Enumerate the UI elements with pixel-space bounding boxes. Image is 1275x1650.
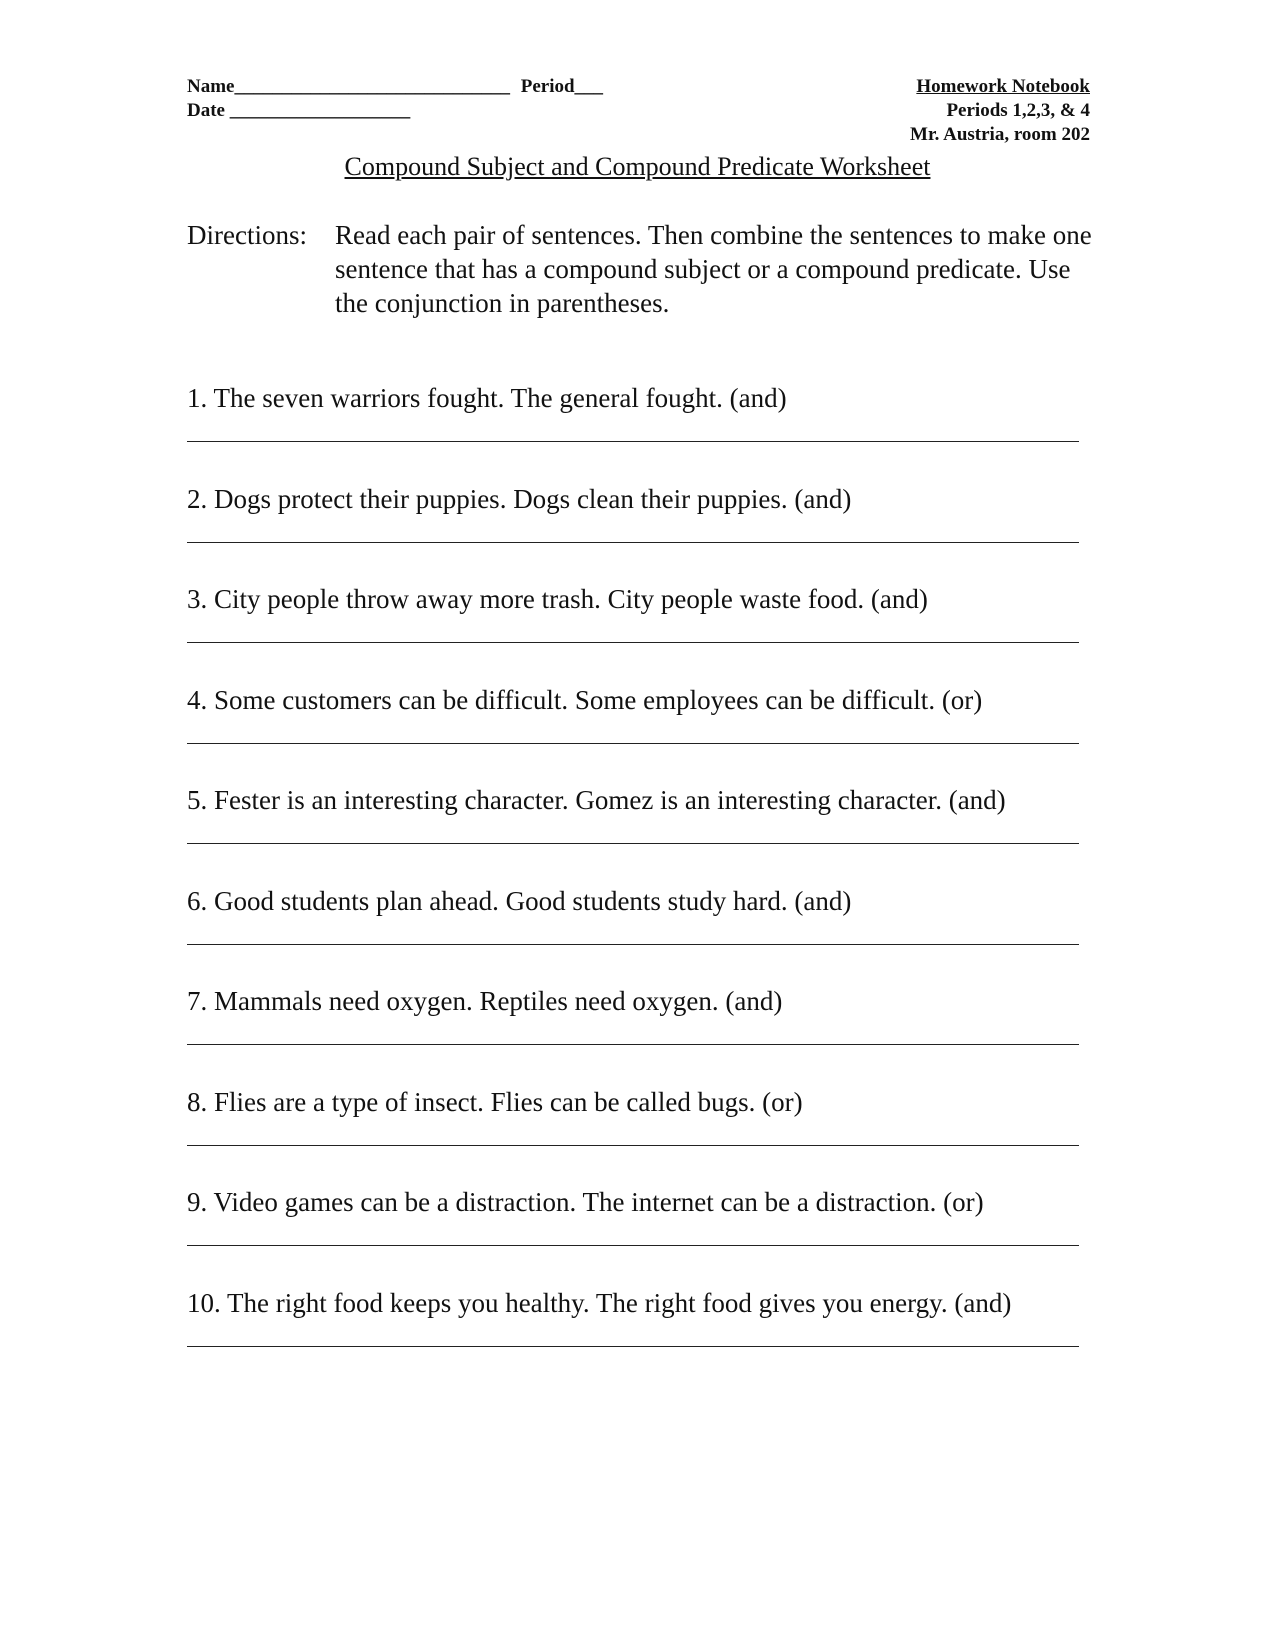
class-periods: Periods 1,2,3, & 4	[946, 100, 1090, 121]
answer-line[interactable]	[187, 1044, 1079, 1045]
question-item	[187, 484, 1087, 585]
question-text: 5. Fester is an interesting character. Gomez is an interesting character. (and)	[187, 785, 1006, 815]
question-item	[187, 986, 1087, 1087]
question-text: 2. Dogs protect their puppies. Dogs clean their puppies. (and)	[187, 483, 852, 514]
question-item	[187, 886, 1087, 987]
directions	[187, 218, 1097, 320]
question-item	[187, 383, 1087, 484]
notebook-title: Homework Notebook	[916, 76, 1090, 97]
question-text: 4. Some customers can be difficult. Some employees can be difficult. (or)	[187, 684, 983, 715]
question-text: 3. City people throw away more trash. City people waste food. (and)	[187, 584, 928, 614]
answer-line[interactable]	[187, 642, 1079, 643]
answer-line[interactable]	[187, 441, 1079, 442]
name-field-label[interactable]: Name_____________________________	[187, 76, 510, 97]
directions-label: Directions:	[187, 220, 307, 250]
answer-line[interactable]	[187, 542, 1079, 543]
question-item	[187, 785, 1087, 886]
question-item	[187, 584, 1087, 685]
student-info	[187, 75, 603, 123]
worksheet-title: Compound Subject and Compound Predicate Worksheet	[344, 152, 931, 181]
question-text: 7. Mammals need oxygen. Reptiles need oxygen. (and)	[187, 986, 783, 1016]
directions-text: Read each pair of sentences. Then combine the sentences to make one sentence that has a compound subject or a compound predicate. Use the conjunction in parentheses.	[335, 220, 1092, 318]
answer-line[interactable]	[187, 944, 1079, 945]
question-text: 6. Good students plan ahead. Good students study hard. (and)	[187, 885, 852, 916]
question-text: 10. The right food keeps you healthy. The right food gives you energy. (and)	[187, 1287, 1012, 1318]
period-field-label[interactable]: Period___	[520, 76, 604, 97]
worksheet-title-wrap	[0, 152, 1275, 182]
answer-line[interactable]	[187, 1245, 1079, 1246]
teacher-room: Mr. Austria, room 202	[910, 124, 1090, 145]
question-text: 1. The seven warriors fought. The general fought. (and)	[187, 383, 787, 413]
question-item	[187, 685, 1087, 786]
question-list	[187, 383, 1087, 1388]
answer-line[interactable]	[187, 1145, 1079, 1146]
question-item	[187, 1187, 1087, 1288]
answer-line[interactable]	[187, 1346, 1079, 1347]
answer-line[interactable]	[187, 743, 1079, 744]
name-period-row	[187, 75, 603, 99]
date-field-label[interactable]: Date ___________________	[187, 100, 411, 121]
answer-line[interactable]	[187, 843, 1079, 844]
class-info	[910, 75, 1090, 147]
question-text: 8. Flies are a type of insect. Flies can be called bugs. (or)	[187, 1086, 803, 1117]
question-item	[187, 1087, 1087, 1188]
question-text: 9. Video games can be a distraction. The internet can be a distraction. (or)	[187, 1187, 984, 1217]
question-item	[187, 1288, 1087, 1389]
